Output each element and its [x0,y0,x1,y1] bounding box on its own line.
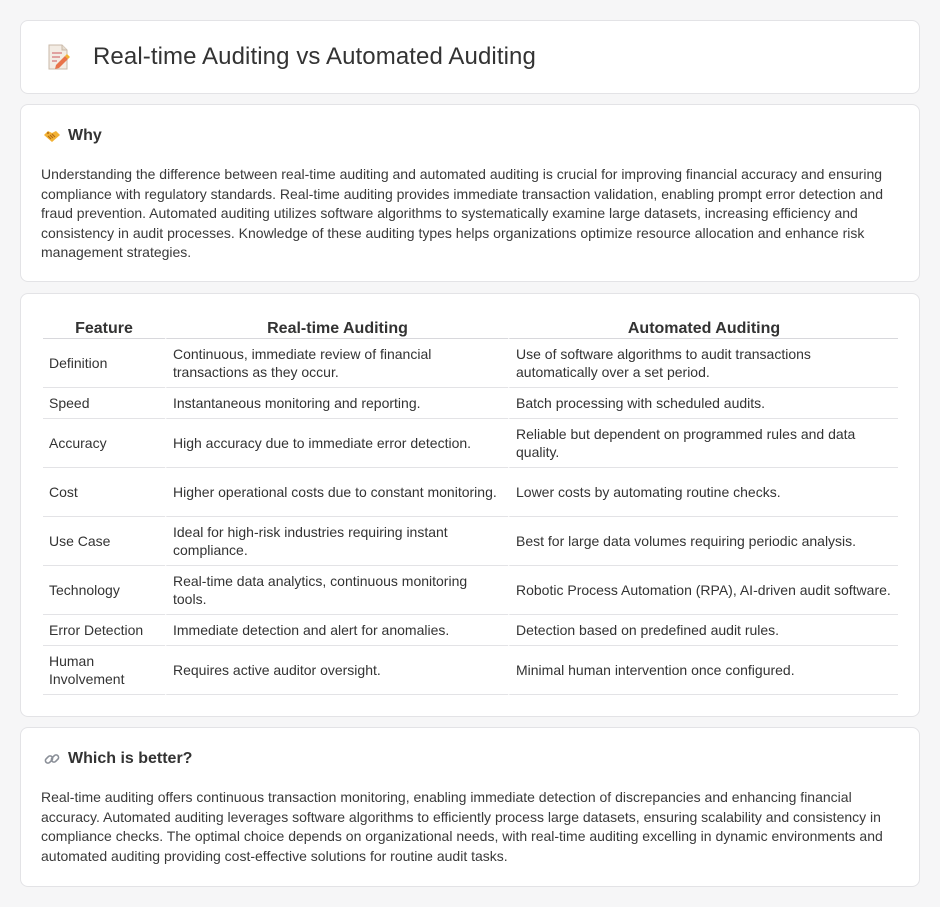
feature-cell: Error Detection [43,615,165,646]
realtime-cell: Requires active auditor oversight. [165,646,508,695]
table-row [43,468,898,517]
feature-cell: Definition [43,339,165,388]
why-heading: Why [68,127,102,144]
table-row [43,566,898,615]
realtime-cell: Immediate detection and alert for anomalies. [165,615,508,646]
automated-cell: Lower costs by automating routine checks. [508,468,898,517]
table-row [43,339,898,388]
realtime-cell: Real-time data analytics, continuous monitoring tools. [165,566,508,615]
realtime-cell: Higher operational costs due to constant monitoring. [165,468,508,517]
feature-cell: Accuracy [43,419,165,468]
feature-cell: Use Case [43,517,165,566]
automated-cell: Reliable but dependent on programmed rules and data quality. [508,419,898,468]
header-feature: Feature [43,314,165,339]
automated-cell: Best for large data volumes requiring periodic analysis. [508,517,898,566]
table-row [43,388,898,419]
comparison-table [43,314,898,695]
automated-cell: Batch processing with scheduled audits. [508,388,898,419]
comparison-section [20,293,920,717]
why-heading-row [43,127,102,145]
why-text: Understanding the difference between real-time auditing and automated auditing is crucial for improving financial accuracy and ensuring compliance with regulatory standards. Real-time auditing provides immediate transaction validation, enabling prompt error detection and fraud prevention. Automated auditing utilizes software algorithms to systematically examine large datasets, increasing efficiency and consistency in audit processes. Knowledge of these auditing types helps organizations optimize resource allocation and enhance risk management strategies. [41,166,884,261]
realtime-cell: Ideal for high-risk industries requiring instant compliance. [165,517,508,566]
automated-cell: Robotic Process Automation (RPA), AI-driven audit software. [508,566,898,615]
document-edit-icon [45,43,71,71]
which-better-section [20,727,920,887]
realtime-cell: High accuracy due to immediate error detection. [165,419,508,468]
automated-cell: Use of software algorithms to audit transactions automatically over a set period. [508,339,898,388]
table-row [43,646,898,695]
handshake-icon [43,127,61,145]
table-row [43,517,898,566]
better-text: Real-time auditing offers continuous transaction monitoring, enabling immediate detection of discrepancies and enhancing financial accuracy. Automated auditing leverages software algorithms to efficiently process large datasets, ensuring scalability and consistency in compliance checks. The optimal choice depends on organizational needs, with real-time auditing excelling in dynamic environments and automated auditing providing cost-effective solutions for routine audit tasks. [41,789,883,864]
header-realtime: Real-time Auditing [165,314,508,339]
table-row [43,419,898,468]
header-automated: Automated Auditing [508,314,898,339]
page-title: Real-time Auditing vs Automated Auditing [93,43,536,70]
realtime-cell: Instantaneous monitoring and reporting. [165,388,508,419]
feature-cell: Technology [43,566,165,615]
automated-cell: Detection based on predefined audit rules. [508,615,898,646]
feature-cell: Cost [43,468,165,517]
feature-cell: Speed [43,388,165,419]
why-section [20,104,920,282]
table-header-row [43,314,898,339]
title-row [45,43,536,71]
automated-cell: Minimal human intervention once configured. [508,646,898,695]
feature-cell: Human Involvement [43,646,165,695]
table-row [43,615,898,646]
realtime-cell: Continuous, immediate review of financial transactions as they occur. [165,339,508,388]
better-heading-row [43,750,192,768]
link-icon [43,750,61,768]
better-heading: Which is better? [68,750,193,767]
title-card [20,20,920,94]
